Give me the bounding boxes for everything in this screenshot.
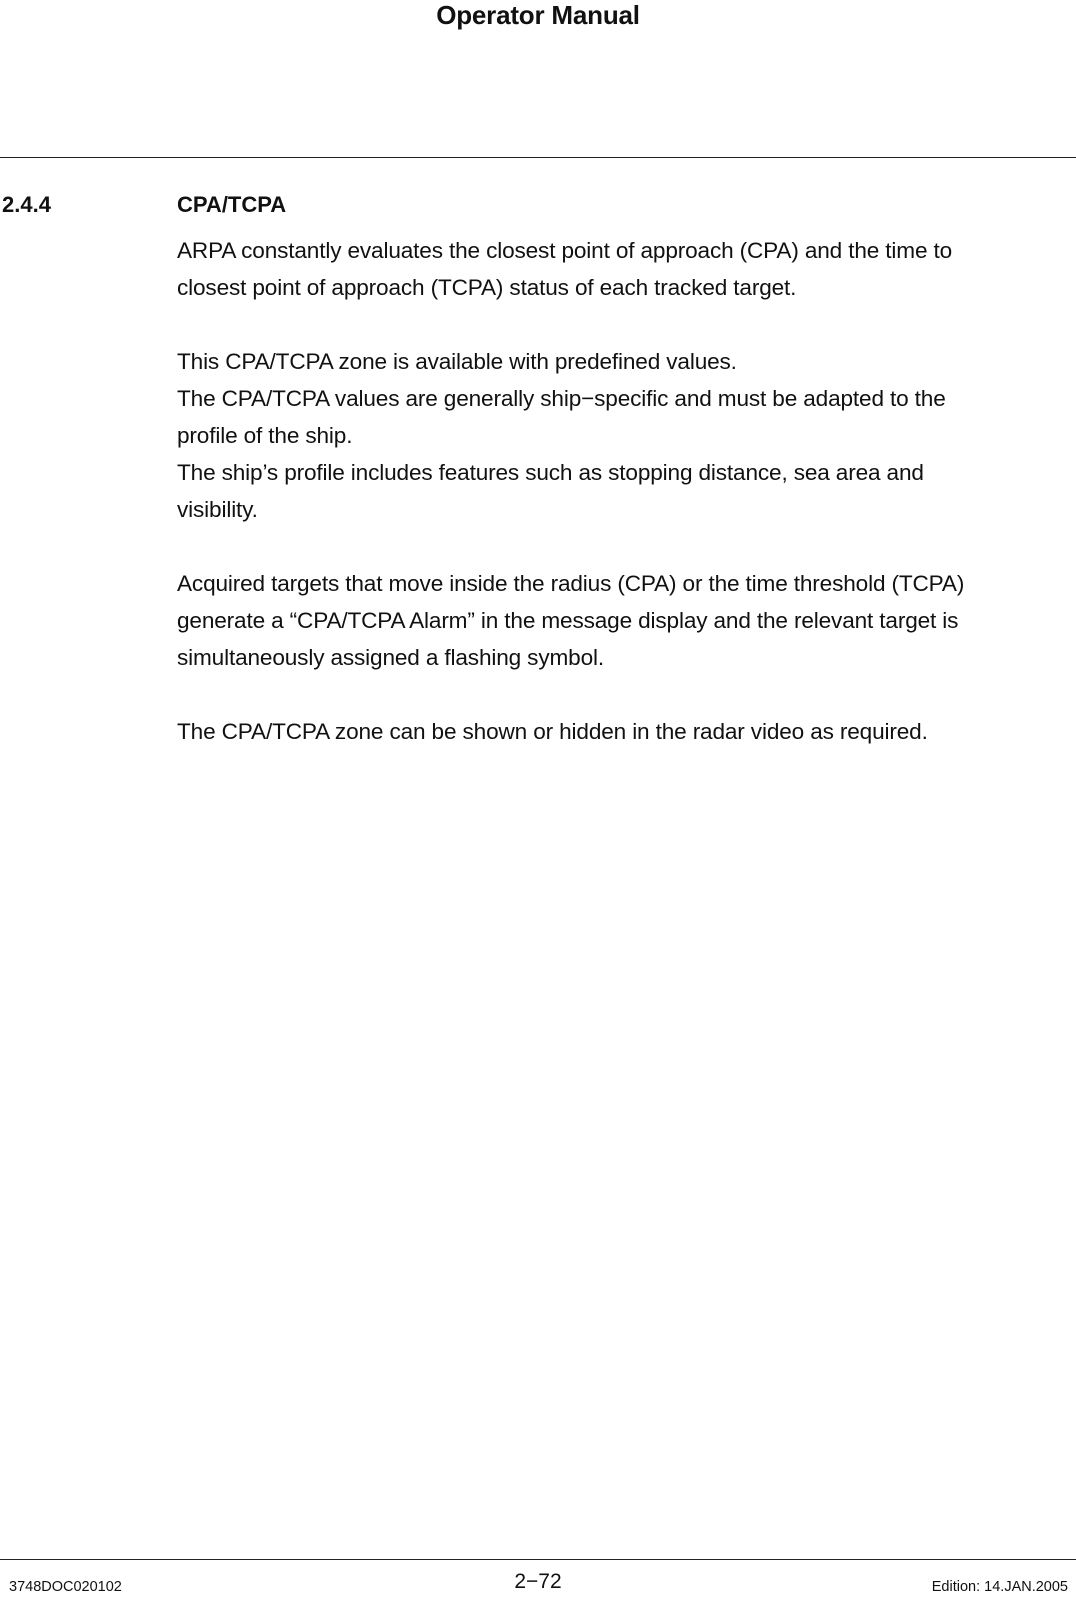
text-line: ARPA constantly evaluates the closest point of approach (CPA) and the time to xyxy=(177,238,953,263)
text-line: The ship’s profile includes features such as stopping distance, sea area and xyxy=(177,460,924,485)
text-line: generate a “CPA/TCPA Alarm” in the message display and the relevant target is xyxy=(177,608,959,633)
paragraph-zone-visibility xyxy=(177,713,1067,750)
text-line: profile of the ship. xyxy=(177,423,353,448)
text-line: Acquired targets that move inside the radius (CPA) or the time threshold (TCPA) xyxy=(177,571,965,596)
text-line: visibility. xyxy=(177,497,258,522)
footer-edition: Edition: 14.JAN.2005 xyxy=(931,1579,1068,1595)
text-line: This CPA/TCPA zone is available with predefined values. xyxy=(177,349,737,374)
text-line: The CPA/TCPA values are generally ship−specific and must be adapted to the xyxy=(177,386,946,411)
text-line: closest point of approach (TCPA) status of each tracked target. xyxy=(177,275,797,300)
footer-document-id: 3748DOC020102 xyxy=(9,1579,122,1595)
footer-divider xyxy=(0,1559,1076,1560)
header-divider xyxy=(0,157,1076,158)
text-line: The CPA/TCPA zone can be shown or hidden in the radar video as required. xyxy=(177,719,928,744)
paragraph-predefined-values xyxy=(177,343,1067,528)
page-header-title: Operator Manual xyxy=(436,0,640,30)
section-number: 2.4.4 xyxy=(2,192,51,217)
paragraph-cpa-evaluation xyxy=(177,232,1067,306)
text-line: simultaneously assigned a flashing symbol. xyxy=(177,645,604,670)
paragraph-cpa-alarm xyxy=(177,565,1067,676)
section-body xyxy=(177,232,1067,787)
footer-page-number: 2−72 xyxy=(514,1570,562,1593)
section-title: CPA/TCPA xyxy=(177,192,287,217)
